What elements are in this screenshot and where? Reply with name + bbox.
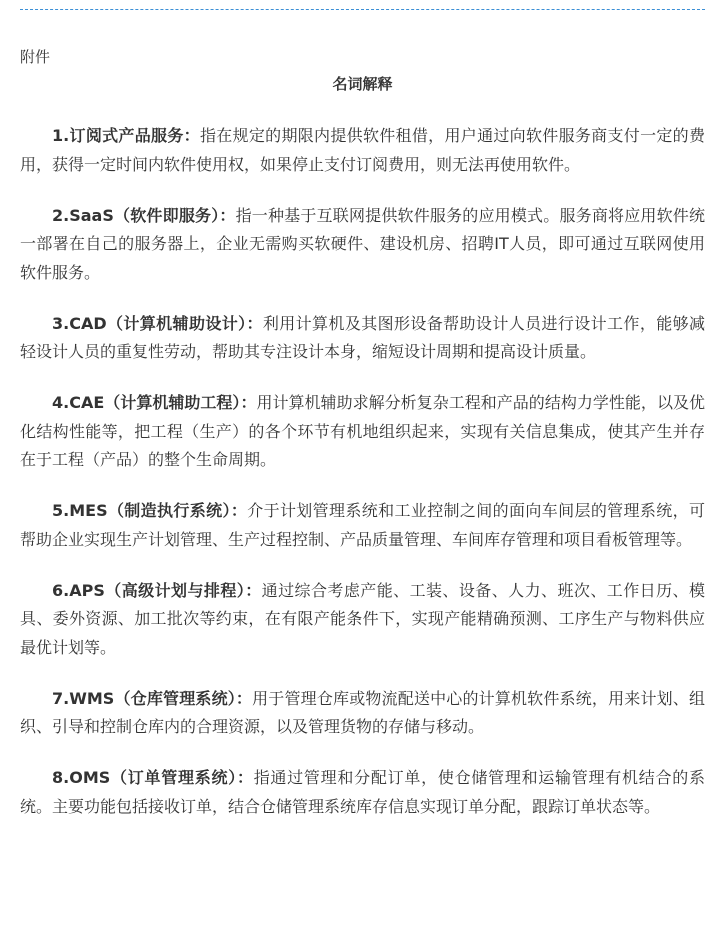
term-definition: 用于管理仓库或物流配送中心的计算机软件系统，用来计划、组织、引导和控制仓库内的合理资源，以及管理货物的存储与移动。 [20,688,705,736]
term-item-oms [20,764,705,821]
term-heading: 3.CAD（计算机辅助设计）： [52,313,263,333]
term-item-saas [20,202,705,288]
term-definition: 利用计算机及其图形设备帮助设计人员进行设计工作，能够减轻设计人员的重复性劳动，帮助其专注设计本身，缩短设计周期和提高设计质量。 [20,313,705,361]
term-definition: 介于计划管理系统和工业控制之间的面向车间层的管理系统，可帮助企业实现生产计划管理、生产过程控制、产品质量管理、车间库存管理和项目看板管理等。 [20,501,705,549]
term-heading: 4.CAE（计算机辅助工程）： [52,393,257,412]
term-definition: 用计算机辅助求解分析复杂工程和产品的结构力学性能，以及优化结构性能等，把工程（生产）的各个环节有机地组织起来，实现有关信息集成，使其产生并存在于工程（产品）的整个生命周期。 [20,393,705,469]
term-item-mes [20,497,705,554]
term-heading: 8.OMS（订单管理系统）： [52,768,254,787]
page-title: 名词解释 [332,75,393,93]
term-item-cad [20,310,705,367]
term-heading: 2.SaaS（软件即服务）： [52,205,236,225]
term-definition: 指在规定的期限内提供软件租借，用户通过向软件服务商支付一定的费用，获得一定时间内软件使用权，如果停止支付订阅费用，则无法再使用软件。 [20,126,705,174]
term-heading: 5.MES（制造执行系统）： [52,501,248,520]
attachment-label: 附件 [20,48,51,66]
term-item-wms [20,685,705,742]
term-definition: 指通过管理和分配订单，使仓储管理和运输管理有机结合的系统。主要功能包括接收订单，结合仓储管理系统库存信息实现订单分配，跟踪订单状态等。 [20,768,705,816]
term-heading: 7.WMS（仓库管理系统）： [52,688,253,708]
term-item-cae [20,389,705,475]
term-item-aps [20,577,705,663]
top-divider [20,9,705,10]
term-list [20,122,705,844]
term-definition: 通过综合考虑产能、工装、设备、人力、班次、工作日历、模具、委外资源、加工批次等约束，在有限产能条件下，实现产能精确预测、工序生产与物料供应最优计划等。 [20,580,705,657]
term-heading: 6.APS（高级计划与排程）： [52,580,262,600]
term-item-subscription [20,122,705,179]
term-heading: 1.订阅式产品服务： [52,126,200,145]
term-definition: 指一种基于互联网提供软件服务的应用模式。服务商将应用软件统一部署在自己的服务器上，企业无需购买软硬件、建设机房、招聘IT人员，即可通过互联网使用软件服务。 [20,205,705,282]
